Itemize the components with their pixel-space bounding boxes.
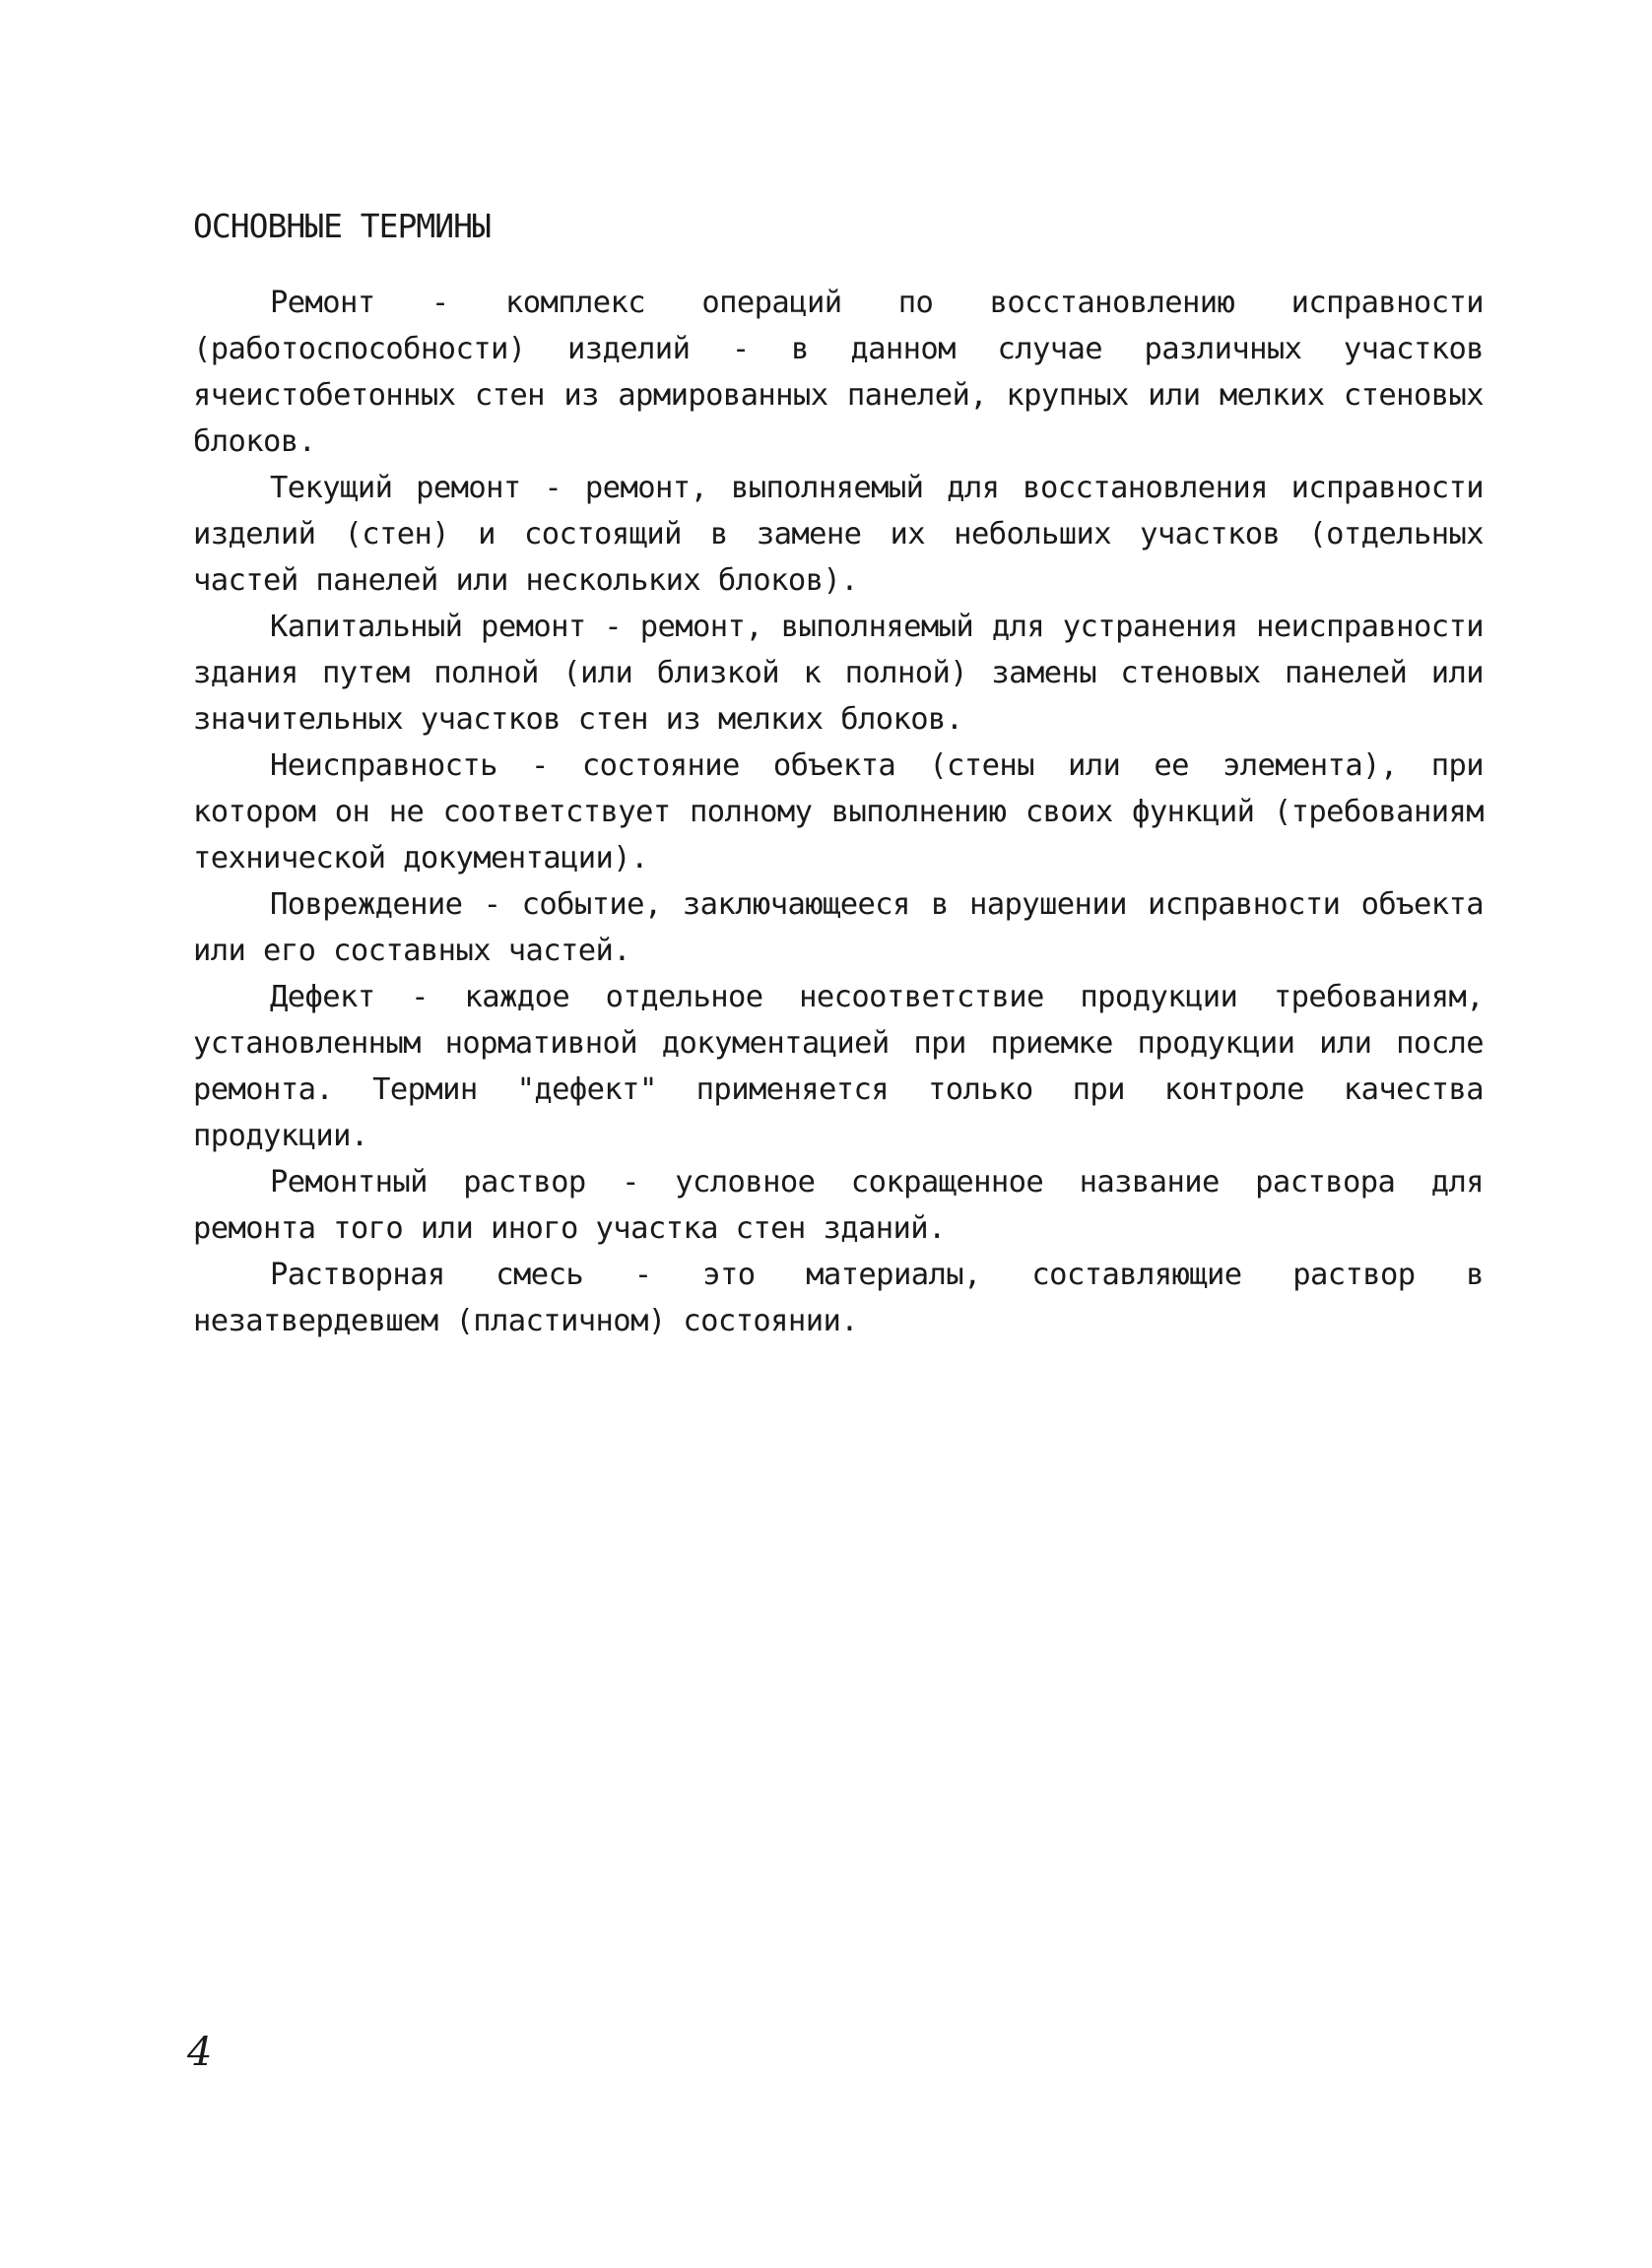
term-paragraph-capital-repair: Капитальный ремонт - ремонт, выполняемый для устранения неисправности здания путем полной (или близкой к полной) замены стеновых панелей или значительных участков стен из мелких блоков. bbox=[193, 610, 1484, 737]
terms-body bbox=[193, 280, 1484, 1344]
section-heading: ОСНОВНЫЕ ТЕРМИНЫ bbox=[193, 207, 491, 245]
term-paragraph-mortar-mix: Растворная смесь - это материалы, составляющие раствор в незатвердевшем (пластичном) состоянии. bbox=[193, 1258, 1484, 1338]
term-paragraph-repair-mortar: Ремонтный раствор - условное сокращенное название раствора для ремонта того или иного участка стен зданий. bbox=[193, 1165, 1484, 1246]
term-paragraph-current-repair: Текущий ремонт - ремонт, выполняемый для восстановления исправности изделий (стен) и состоящий в замене их небольших участков (отдельных частей панелей или нескольких блоков). bbox=[193, 471, 1484, 598]
page-number: 4 bbox=[187, 2030, 213, 2075]
term-paragraph-repair: Ремонт - комплекс операций по восстановлению исправности (работоспособности) изделий - в данном случае различных участков ячеистобетонных стен из армированных панелей, крупных или мелких стеновых блоков. bbox=[193, 286, 1484, 459]
term-paragraph-malfunction: Неисправность - состояние объекта (стены или ее элемента), при котором он не соответствует полному выполнению своих функций (требованиям технической документации). bbox=[193, 748, 1484, 875]
term-paragraph-defect: Дефект - каждое отдельное несоответствие продукции требованиям, установленным нормативной документацией при приемке продукции или после ремонта. Термин "дефект" применяется только при контроле качества продукции. bbox=[193, 980, 1484, 1153]
term-paragraph-damage: Повреждение - событие, заключающееся в нарушении исправности объекта или его составных частей. bbox=[193, 887, 1484, 968]
